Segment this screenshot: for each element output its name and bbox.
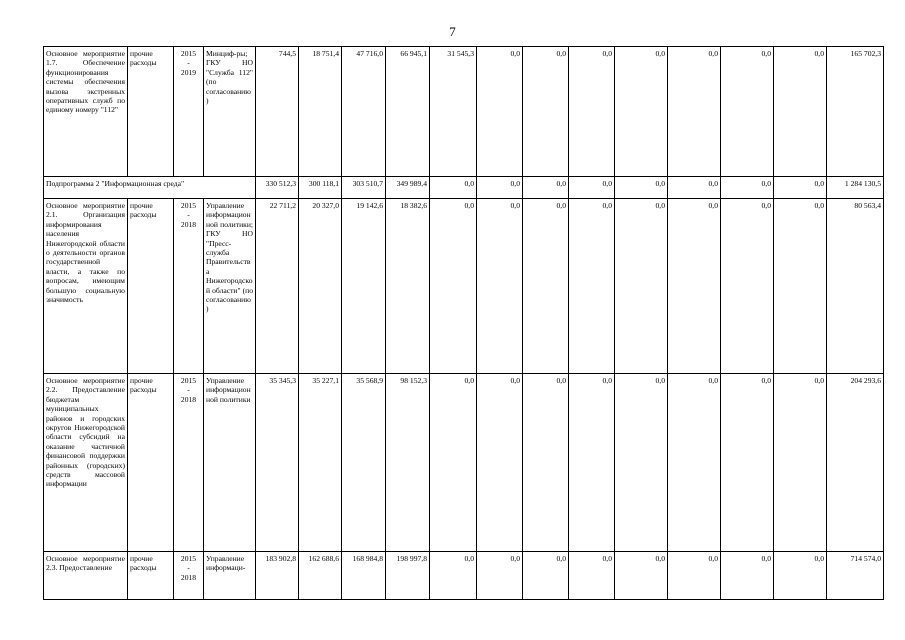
year-value bbox=[256, 374, 299, 552]
year-value-text: 0,0 bbox=[510, 179, 520, 188]
total-value-text: 80 563,4 bbox=[854, 201, 881, 210]
year-value-text: 66 945,1 bbox=[400, 49, 427, 58]
year-value-text: 0,0 bbox=[556, 179, 566, 188]
year-value-text: 18 751,4 bbox=[312, 49, 339, 58]
year-value bbox=[386, 374, 430, 552]
measure-name bbox=[44, 47, 128, 177]
year-value bbox=[569, 374, 615, 552]
budget-table bbox=[43, 46, 884, 600]
subprogram-name bbox=[44, 177, 256, 199]
implementation-period-text: 2015 - 2018 bbox=[180, 554, 197, 582]
year-value-text: 18 382,6 bbox=[400, 201, 427, 210]
total-value bbox=[827, 177, 884, 199]
year-value-text: 0,0 bbox=[464, 179, 474, 188]
subprogram-row bbox=[44, 177, 884, 199]
year-value bbox=[569, 199, 615, 374]
year-value bbox=[615, 177, 668, 199]
expense-category-text: прочие расходы bbox=[130, 201, 157, 220]
implementation-period-text: 2015 - 2019 bbox=[180, 49, 197, 77]
year-value bbox=[668, 47, 721, 177]
year-value bbox=[569, 552, 615, 600]
measure-row bbox=[44, 552, 884, 600]
year-value-text: 0,0 bbox=[814, 179, 824, 188]
year-value bbox=[342, 552, 386, 600]
year-value-text: 35 227,1 bbox=[312, 376, 339, 385]
expense-category-text: прочие расходы bbox=[130, 49, 157, 68]
year-value-text: 330 512,3 bbox=[265, 179, 296, 188]
year-value-text: 35 345,3 bbox=[269, 376, 296, 385]
year-value bbox=[721, 47, 774, 177]
year-value bbox=[523, 177, 569, 199]
year-value bbox=[477, 374, 523, 552]
measure-name-text: Основное мероприятие 2.2. Предоставление бюджетам муниципальных районов и городских округов Нижегородской области субсидий на оказание частичной финансовой поддержки районных (городских) средств массовой информации bbox=[46, 376, 125, 489]
implementation-period bbox=[174, 552, 204, 600]
year-value-text: 22 711,2 bbox=[269, 201, 296, 210]
year-value-text: 0,0 bbox=[602, 376, 612, 385]
year-value bbox=[721, 177, 774, 199]
year-value-text: 0,0 bbox=[602, 49, 612, 58]
responsible-executor-text: Управление информаци- bbox=[206, 554, 246, 573]
year-value-text: 0,0 bbox=[814, 554, 824, 563]
year-value bbox=[721, 374, 774, 552]
year-value bbox=[569, 47, 615, 177]
year-value bbox=[430, 374, 477, 552]
year-value bbox=[256, 199, 299, 374]
year-value bbox=[668, 199, 721, 374]
year-value-text: 744,5 bbox=[278, 49, 296, 58]
responsible-executor bbox=[204, 552, 256, 600]
year-value-text: 0,0 bbox=[655, 554, 665, 563]
measure-name bbox=[44, 199, 128, 374]
year-value-text: 0,0 bbox=[510, 49, 520, 58]
responsible-executor bbox=[204, 374, 256, 552]
total-value-text: 165 702,3 bbox=[850, 49, 881, 58]
expense-category bbox=[128, 552, 174, 600]
year-value bbox=[430, 47, 477, 177]
year-value-text: 0,0 bbox=[510, 201, 520, 210]
year-value bbox=[523, 199, 569, 374]
year-value-text: 0,0 bbox=[761, 179, 771, 188]
year-value bbox=[342, 177, 386, 199]
expense-category bbox=[128, 199, 174, 374]
responsible-executor-text: Минциф-ры; ГКУ НО "Служба 112" (по согласованию) bbox=[206, 49, 253, 106]
year-value-text: 0,0 bbox=[602, 179, 612, 188]
year-value bbox=[477, 199, 523, 374]
year-value bbox=[523, 374, 569, 552]
year-value-text: 0,0 bbox=[708, 49, 718, 58]
year-value bbox=[615, 47, 668, 177]
year-value-text: 0,0 bbox=[655, 49, 665, 58]
year-value-text: 0,0 bbox=[556, 201, 566, 210]
year-value bbox=[386, 199, 430, 374]
year-value-text: 19 142,6 bbox=[356, 201, 383, 210]
year-value bbox=[342, 374, 386, 552]
year-value-text: 162 688,6 bbox=[308, 554, 339, 563]
responsible-executor bbox=[204, 47, 256, 177]
year-value-text: 0,0 bbox=[761, 554, 771, 563]
year-value bbox=[569, 177, 615, 199]
year-value bbox=[299, 552, 342, 600]
year-value-text: 0,0 bbox=[761, 49, 771, 58]
year-value-text: 0,0 bbox=[761, 201, 771, 210]
year-value-text: 183 902,8 bbox=[265, 554, 296, 563]
year-value-text: 303 510,7 bbox=[352, 179, 383, 188]
year-value-text: 98 152,3 bbox=[400, 376, 427, 385]
page-number: 7 bbox=[449, 24, 456, 39]
year-value-text: 0,0 bbox=[556, 554, 566, 563]
measure-row bbox=[44, 374, 884, 552]
year-value-text: 168 984,8 bbox=[352, 554, 383, 563]
expense-category-text: прочие расходы bbox=[130, 376, 157, 395]
measure-name-text: Основное мероприятие 2.1. Организация информирования населения Нижегородской области о деятельности органов государственной власти, а также по вопросам, имеющим большую социальную значимость bbox=[46, 201, 125, 305]
year-value bbox=[721, 552, 774, 600]
expense-category bbox=[128, 374, 174, 552]
year-value bbox=[477, 177, 523, 199]
year-value-text: 31 545,3 bbox=[447, 49, 474, 58]
year-value-text: 0,0 bbox=[814, 49, 824, 58]
year-value-text: 0,0 bbox=[655, 201, 665, 210]
measure-row bbox=[44, 199, 884, 374]
year-value-text: 349 989,4 bbox=[396, 179, 427, 188]
year-value-text: 0,0 bbox=[708, 376, 718, 385]
implementation-period bbox=[174, 199, 204, 374]
implementation-period-text: 2015 - 2018 bbox=[180, 201, 197, 229]
year-value-text: 0,0 bbox=[708, 554, 718, 563]
year-value bbox=[615, 552, 668, 600]
year-value-text: 0,0 bbox=[510, 554, 520, 563]
expense-category bbox=[128, 47, 174, 177]
measure-name-text: Основное мероприятие 2.3. Предоставление bbox=[46, 554, 125, 573]
year-value bbox=[774, 47, 827, 177]
year-value-text: 35 568,9 bbox=[356, 376, 383, 385]
measure-name bbox=[44, 374, 128, 552]
year-value-text: 0,0 bbox=[761, 376, 771, 385]
measure-row bbox=[44, 47, 884, 177]
subprogram-name-text: Подпрограмма 2 "Информационная среда" bbox=[46, 179, 185, 188]
year-value bbox=[774, 552, 827, 600]
year-value bbox=[386, 47, 430, 177]
year-value-text: 198 997,8 bbox=[396, 554, 427, 563]
year-value-text: 300 118,1 bbox=[308, 179, 339, 188]
year-value bbox=[615, 199, 668, 374]
year-value bbox=[774, 177, 827, 199]
total-value bbox=[827, 374, 884, 552]
year-value-text: 0,0 bbox=[814, 376, 824, 385]
implementation-period-text: 2015 - 2018 bbox=[180, 376, 197, 404]
year-value-text: 0,0 bbox=[655, 376, 665, 385]
year-value bbox=[477, 47, 523, 177]
implementation-period bbox=[174, 374, 204, 552]
year-value bbox=[430, 552, 477, 600]
year-value-text: 0,0 bbox=[510, 376, 520, 385]
year-value bbox=[299, 47, 342, 177]
responsible-executor-text: Управление информационной политики; ГКУ НО "Пресс-служба Правительства Нижегородской области" (по согласованию) bbox=[206, 201, 253, 314]
year-value bbox=[256, 552, 299, 600]
year-value-text: 0,0 bbox=[464, 554, 474, 563]
year-value bbox=[523, 47, 569, 177]
year-value-text: 0,0 bbox=[814, 201, 824, 210]
year-value bbox=[430, 177, 477, 199]
year-value bbox=[668, 374, 721, 552]
measure-name bbox=[44, 552, 128, 600]
year-value bbox=[386, 552, 430, 600]
year-value bbox=[430, 199, 477, 374]
year-value bbox=[668, 177, 721, 199]
responsible-executor-text: Управление информационной политики bbox=[206, 376, 251, 404]
year-value bbox=[615, 374, 668, 552]
total-value bbox=[827, 199, 884, 374]
total-value bbox=[827, 47, 884, 177]
expense-category-text: прочие расходы bbox=[130, 554, 157, 573]
year-value-text: 0,0 bbox=[655, 179, 665, 188]
year-value-text: 0,0 bbox=[602, 201, 612, 210]
year-value bbox=[386, 177, 430, 199]
measure-name-text: Основное мероприятие 1.7. Обеспечение функционирования системы обеспечения вызова экстренных оперативных служб по единому номеру "112" bbox=[46, 49, 125, 115]
year-value-text: 0,0 bbox=[602, 554, 612, 563]
implementation-period bbox=[174, 47, 204, 177]
year-value bbox=[299, 177, 342, 199]
year-value-text: 0,0 bbox=[464, 376, 474, 385]
year-value bbox=[342, 47, 386, 177]
responsible-executor bbox=[204, 199, 256, 374]
year-value-text: 0,0 bbox=[464, 201, 474, 210]
year-value bbox=[523, 552, 569, 600]
year-value bbox=[774, 199, 827, 374]
year-value bbox=[774, 374, 827, 552]
year-value bbox=[721, 199, 774, 374]
year-value bbox=[256, 47, 299, 177]
year-value-text: 0,0 bbox=[708, 179, 718, 188]
year-value bbox=[256, 177, 299, 199]
total-value-text: 714 574,0 bbox=[850, 554, 881, 563]
year-value bbox=[668, 552, 721, 600]
total-value-text: 204 293,6 bbox=[850, 376, 881, 385]
total-value-text: 1 284 130,5 bbox=[844, 179, 881, 188]
year-value-text: 0,0 bbox=[708, 201, 718, 210]
year-value-text: 0,0 bbox=[556, 49, 566, 58]
year-value bbox=[477, 552, 523, 600]
year-value-text: 0,0 bbox=[556, 376, 566, 385]
total-value bbox=[827, 552, 884, 600]
year-value-text: 47 716,0 bbox=[356, 49, 383, 58]
year-value-text: 20 327,0 bbox=[312, 201, 339, 210]
year-value bbox=[299, 199, 342, 374]
year-value bbox=[342, 199, 386, 374]
year-value bbox=[299, 374, 342, 552]
